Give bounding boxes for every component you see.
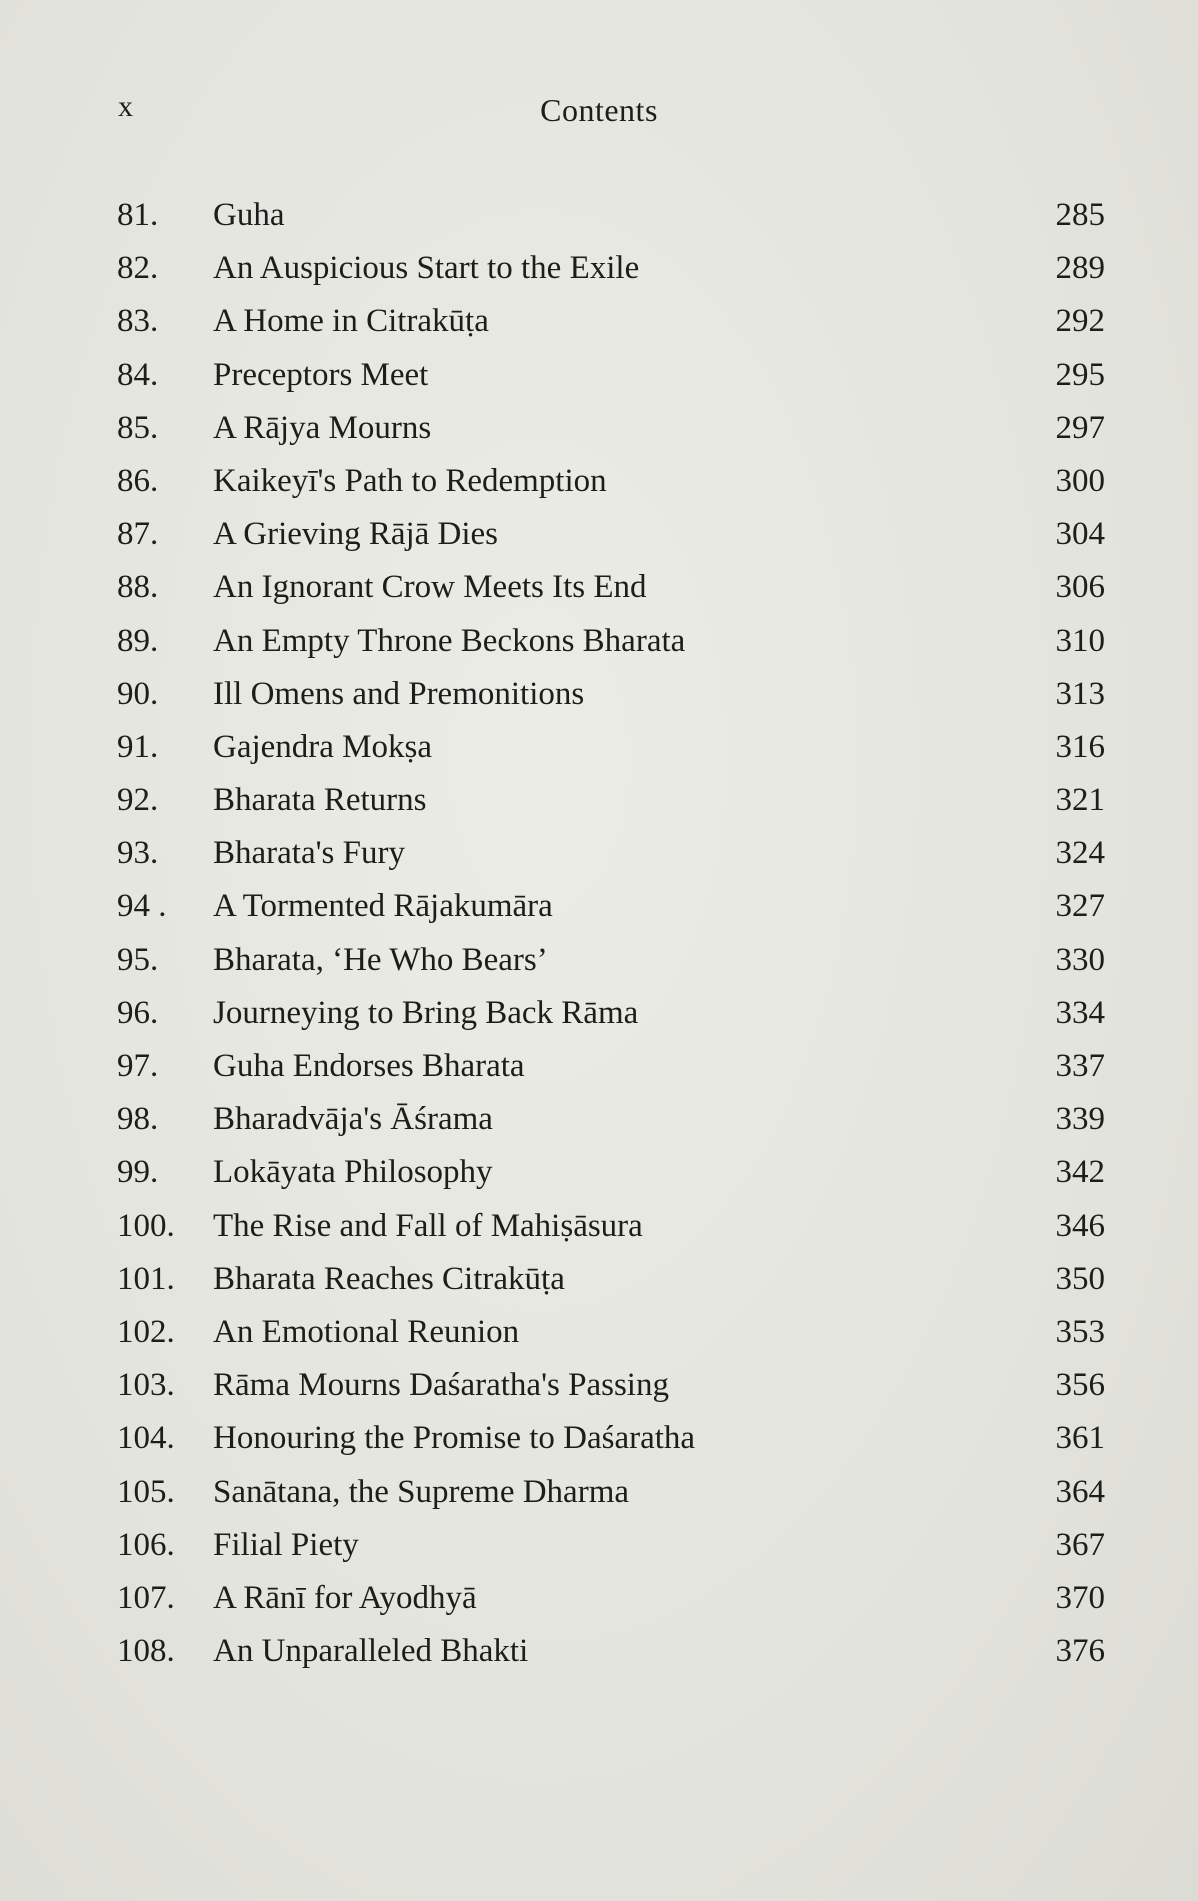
toc-entry	[113, 1306, 1105, 1359]
chapter-number: 86.	[117, 462, 159, 499]
chapter-title: Bharata, ‘He Who Bears’	[213, 941, 548, 978]
chapter-title: An Empty Throne Beckons Bharata	[213, 622, 686, 659]
chapter-title: Preceptors Meet	[213, 356, 429, 393]
chapter-number: 93.	[117, 835, 159, 872]
chapter-number: 94 .	[117, 888, 167, 925]
toc-entry	[113, 189, 1105, 242]
toc-entry	[113, 774, 1105, 827]
chapter-number: 104.	[117, 1420, 175, 1457]
chapter-number: 81.	[117, 197, 159, 233]
chapter-number: 103.	[117, 1367, 175, 1404]
toc-entry	[113, 1572, 1105, 1625]
chapter-number: 90.	[117, 675, 159, 712]
chapter-page-number: 367	[1055, 1526, 1105, 1563]
toc-entry	[113, 1040, 1105, 1093]
toc-entry	[113, 1093, 1105, 1146]
running-head: Contents	[540, 92, 658, 128]
chapter-title: A Tormented Rājakumāra	[213, 888, 553, 925]
chapter-title: An Unparalleled Bhakti	[213, 1633, 529, 1670]
page-header	[118, 88, 1080, 136]
chapter-page-number: 327	[1055, 888, 1105, 925]
chapter-title: A Rānī for Ayodhyā	[213, 1579, 477, 1616]
chapter-page-number: 321	[1055, 782, 1105, 819]
toc-entry	[113, 1466, 1105, 1519]
chapter-page-number: 364	[1055, 1473, 1105, 1510]
toc-entry	[113, 1146, 1105, 1199]
toc-entry	[113, 1359, 1105, 1412]
chapter-page-number: 353	[1055, 1313, 1105, 1350]
chapter-page-number: 376	[1055, 1633, 1105, 1670]
chapter-page-number: 310	[1055, 622, 1105, 659]
chapter-title: Bharadvāja's Āśrama	[213, 1101, 493, 1138]
chapter-number: 82.	[117, 250, 159, 287]
chapter-number: 87.	[117, 516, 159, 553]
chapter-page-number: 316	[1055, 728, 1105, 765]
chapter-title: Sanātana, the Supreme Dharma	[213, 1473, 630, 1510]
toc-entry	[113, 987, 1105, 1040]
toc-entry	[113, 1253, 1105, 1306]
chapter-title: Guha Endorses Bharata	[213, 1048, 525, 1084]
chapter-title: An Emotional Reunion	[213, 1313, 520, 1350]
chapter-title: A Rājya Mourns	[213, 409, 432, 446]
toc-entry	[113, 1625, 1105, 1678]
chapter-number: 89.	[117, 622, 159, 659]
toc-entry	[113, 615, 1105, 668]
toc-entry	[113, 880, 1105, 933]
chapter-page-number: 285	[1055, 197, 1105, 233]
chapter-page-number: 361	[1055, 1420, 1105, 1457]
chapter-number: 83.	[117, 303, 159, 340]
toc-entry	[113, 242, 1105, 295]
chapter-page-number: 306	[1055, 569, 1105, 606]
chapter-page-number: 339	[1055, 1101, 1105, 1138]
chapter-title: A Home in Citrakūṭa	[213, 303, 489, 340]
chapter-title: Gajendra Mokṣa	[213, 728, 433, 765]
toc-entry	[113, 349, 1105, 402]
chapter-number: 99.	[117, 1154, 159, 1191]
toc-entry	[113, 1519, 1105, 1572]
toc-entry	[113, 561, 1105, 614]
chapter-title: Bharata Returns	[213, 782, 427, 819]
chapter-page-number: 304	[1055, 516, 1105, 553]
chapter-number: 105.	[117, 1473, 175, 1510]
toc-entry	[113, 402, 1105, 455]
chapter-title: Lokāyata Philosophy	[213, 1154, 493, 1191]
toc-entry	[113, 295, 1105, 348]
toc-entry	[113, 827, 1105, 880]
chapter-page-number: 334	[1055, 994, 1105, 1031]
chapter-page-number: 324	[1055, 835, 1105, 872]
chapter-number: 85.	[117, 409, 159, 446]
chapter-page-number: 297	[1055, 409, 1105, 446]
chapter-number: 101.	[117, 1260, 175, 1297]
chapter-title: The Rise and Fall of Mahiṣāsura	[213, 1207, 643, 1244]
toc-entry	[113, 455, 1105, 508]
chapter-number: 108.	[117, 1633, 175, 1670]
toc-entry	[113, 668, 1105, 721]
chapter-title: An Auspicious Start to the Exile	[213, 250, 640, 287]
toc-entry	[113, 721, 1105, 774]
chapter-page-number: 300	[1055, 462, 1105, 499]
chapter-title: Bharata Reaches Citrakūṭa	[213, 1260, 565, 1297]
chapter-number: 107.	[117, 1579, 175, 1616]
chapter-page-number: 289	[1055, 250, 1105, 287]
table-of-contents	[113, 189, 1105, 1678]
chapter-number: 100.	[117, 1207, 175, 1244]
chapter-page-number: 330	[1055, 941, 1105, 978]
chapter-page-number: 342	[1055, 1154, 1105, 1191]
chapter-title: Rāma Mourns Daśaratha's Passing	[213, 1367, 669, 1404]
chapter-title: Filial Piety	[213, 1526, 359, 1563]
chapter-page-number: 350	[1055, 1260, 1105, 1297]
chapter-number: 84.	[117, 356, 159, 393]
chapter-number: 88.	[117, 569, 159, 606]
chapter-page-number: 313	[1055, 675, 1105, 712]
toc-entry	[113, 934, 1105, 987]
chapter-title: Ill Omens and Premonitions	[213, 675, 585, 712]
chapter-number: 106.	[117, 1526, 175, 1563]
toc-entry	[113, 508, 1105, 561]
chapter-number: 92.	[117, 782, 159, 819]
chapter-page-number: 337	[1055, 1048, 1105, 1084]
chapter-number: 102.	[117, 1313, 175, 1350]
chapter-title: Guha	[213, 197, 285, 233]
page-number: x	[118, 90, 133, 123]
chapter-number: 91.	[117, 728, 159, 765]
chapter-page-number: 292	[1055, 303, 1105, 340]
chapter-page-number: 346	[1055, 1207, 1105, 1244]
chapter-title: Honouring the Promise to Daśaratha	[213, 1420, 696, 1457]
chapter-page-number: 356	[1055, 1367, 1105, 1404]
chapter-number: 97.	[117, 1048, 159, 1084]
toc-entry	[113, 1200, 1105, 1253]
chapter-title: Bharata's Fury	[213, 835, 405, 872]
chapter-page-number: 370	[1055, 1579, 1105, 1616]
chapter-page-number: 295	[1055, 356, 1105, 393]
chapter-title: Kaikeyī's Path to Redemption	[213, 462, 607, 499]
chapter-title: A Grieving Rājā Dies	[213, 516, 499, 553]
chapter-number: 98.	[117, 1101, 159, 1138]
toc-entry	[113, 1412, 1105, 1465]
chapter-number: 96.	[117, 994, 159, 1031]
chapter-title: Journeying to Bring Back Rāma	[213, 994, 639, 1031]
chapter-title: An Ignorant Crow Meets Its End	[213, 569, 647, 606]
chapter-number: 95.	[117, 941, 159, 978]
